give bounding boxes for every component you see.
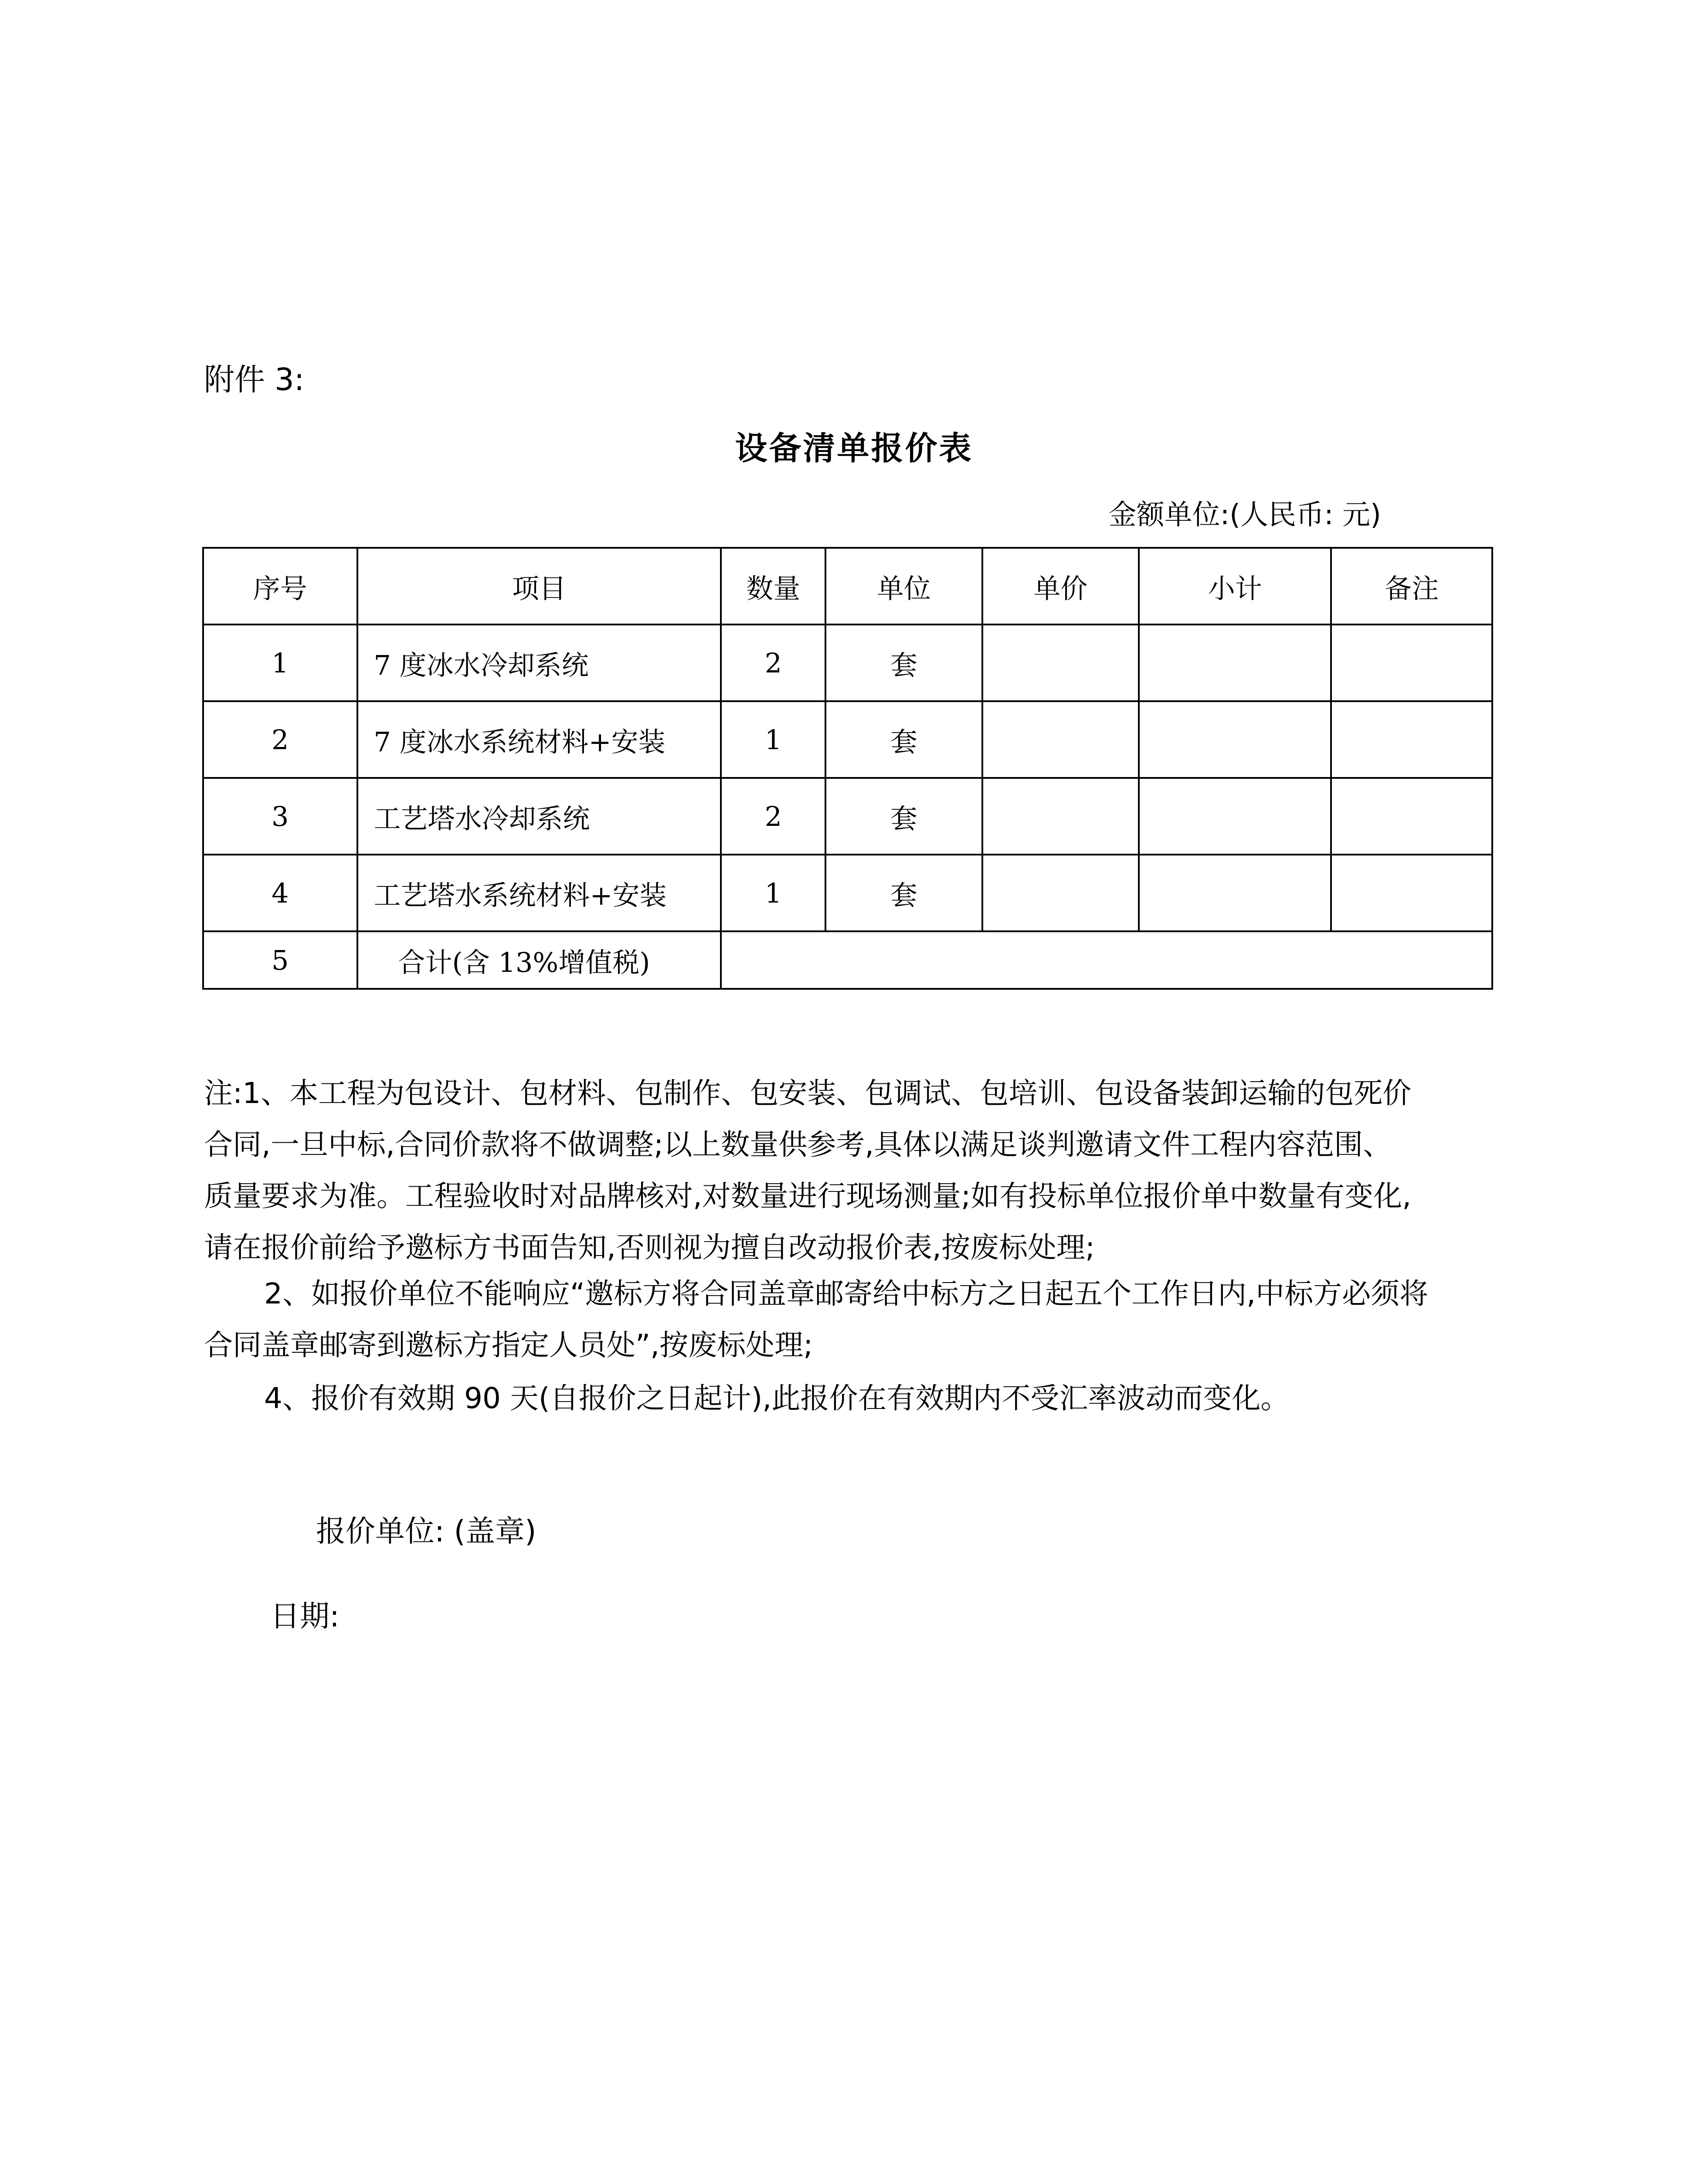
row-no: 1 [203,625,357,701]
row-item: 7 度冰水冷却系统 [357,625,721,701]
row-no: 4 [203,855,357,931]
table-row [203,778,1492,855]
row-no: 3 [203,778,357,855]
note-4-line: 4、报价有效期 90 天(自报价之日起计),此报价在有效期内不受汇率波动而变化。 [264,1381,1290,1415]
row-price [982,778,1139,855]
quote-unit-signature: 报价单位: (盖章) [316,1514,537,1549]
row-item: 工艺塔水冷却系统 [357,778,721,855]
table-row [203,625,1492,701]
total-row [203,931,1492,989]
note-1-line: 注:1、本工程为包设计、包材料、包制作、包安装、包调试、包培训、包设备装卸运输的包死价 [204,1076,1412,1110]
quotation-table [202,547,1493,990]
attachment-label: 附件 3: [204,362,305,397]
header-remark: 备注 [1331,548,1492,625]
header-subtotal: 小计 [1139,548,1331,625]
row-unit: 套 [825,625,982,701]
header-unit: 单位 [825,548,982,625]
total-value [721,931,1492,989]
row-remark [1331,855,1492,931]
row-subtotal [1139,701,1331,778]
row-subtotal [1139,855,1331,931]
row-item: 7 度冰水系统材料+安装 [357,701,721,778]
row-item: 工艺塔水系统材料+安装 [357,855,721,931]
row-remark [1331,625,1492,701]
row-subtotal [1139,625,1331,701]
header-no: 序号 [203,548,357,625]
table-row [203,855,1492,931]
row-qty: 1 [721,701,825,778]
row-no: 2 [203,701,357,778]
note-4 [204,1373,1511,1424]
row-subtotal [1139,778,1331,855]
row-qty: 2 [721,625,825,701]
row-unit: 套 [825,778,982,855]
header-item: 项目 [357,548,721,625]
note-1-line: 请在报价前给予邀标方书面告知,否则视为擅自改动报价表,按废标处理; [204,1231,1095,1264]
row-remark [1331,778,1492,855]
row-qty: 1 [721,855,825,931]
row-unit: 套 [825,701,982,778]
note-2-line: 合同盖章邮寄到邀标方指定人员处”,按废标处理; [204,1328,813,1362]
document-title: 设备清单报价表 [735,430,973,467]
row-qty: 2 [721,778,825,855]
note-2 [204,1268,1511,1371]
date-label: 日期: [270,1599,340,1634]
note-1 [204,1068,1511,1273]
row-unit: 套 [825,855,982,931]
table-row [203,701,1492,778]
row-price [982,855,1139,931]
note-1-line: 质量要求为准。工程验收时对品牌核对,对数量进行现场测量;如有投标单位报价单中数量有变化, [204,1179,1412,1213]
currency-unit-label: 金额单位:(人民币: 元) [1108,499,1381,531]
row-price [982,625,1139,701]
header-qty: 数量 [721,548,825,625]
total-label: 合计(含 13%增值税) [357,931,721,989]
note-2-line: 2、如报价单位不能响应“邀标方将合同盖章邮寄给中标方之日起五个工作日内,中标方必须将 [264,1277,1429,1310]
table-header-row [203,548,1492,625]
row-remark [1331,701,1492,778]
row-price [982,701,1139,778]
note-1-line: 合同,一旦中标,合同价款将不做调整;以上数量供参考,具体以满足谈判邀请文件工程内容范围、 [204,1128,1392,1161]
total-no: 5 [203,931,357,989]
header-price: 单价 [982,548,1139,625]
